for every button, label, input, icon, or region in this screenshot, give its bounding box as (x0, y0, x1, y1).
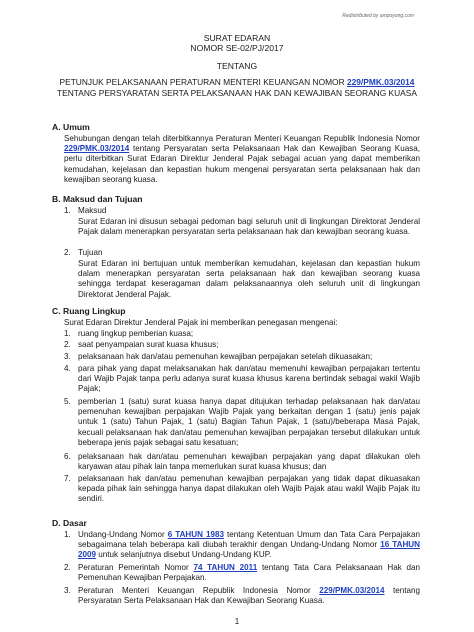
list-number: 3. (64, 352, 71, 361)
tentang-label: TENTANG (216, 61, 258, 71)
law-link[interactable]: 16 TAHUN 2009 (78, 540, 420, 560)
list-number: 6. (64, 452, 71, 461)
regulation-link[interactable]: 229/PMK.03/2014 (346, 77, 415, 87)
list-item: Peraturan Menteri Keuangan Republik Indonesia Nomor 229/PMK.03/2014 tentang Persyaratan Serta Pelaksanaan Hak dan Kewajiban Seorang Kuasa. (78, 586, 420, 606)
section-d-heading: D. Dasar (52, 518, 87, 528)
section-a-heading: A. Umum (52, 122, 90, 132)
list-number: 4. (64, 364, 71, 373)
list-number: 1. (64, 530, 71, 539)
list-item: saat penyampaian surat kuasa khusus; (78, 340, 219, 349)
page-number: 1 (234, 617, 240, 626)
regulation-link[interactable]: 229/PMK.03/2014 (319, 586, 385, 595)
list-item: para pihak yang dapat melaksanakan hak dan/atau memenuhi kewajiban perpajakan tertentu dari Wajib Pajak tanpa perlu adanya surat kuasa khusus karena bertindak sebagai wakil Wajib Pajak; (78, 364, 420, 394)
list-item: pelaksanaan hak dan/atau pemenuhan kewajiban perpajakan yang tidak dapat dikuasakan kepada pihak lain sehingga hanya dapat dilakukan oleh Wajib Pajak atau wakil Wajib Pajak itu sendiri. (78, 474, 420, 504)
list-number: 1. (64, 206, 71, 215)
list-number: 2. (64, 248, 71, 257)
list-item: Peraturan Pemerintah Nomor 74 TAHUN 2011 tentang Tata Cara Pelaksanaan Hak dan Pemenuhan Kewajiban Perpajakan. (78, 563, 421, 583)
section-c-heading: C. Ruang Lingkup (52, 306, 126, 316)
section-c-intro: Surat Edaran Direktur Jenderal Pajak ini memberikan penegasan mengenai: (64, 318, 338, 327)
section-b-heading: B. Maksud dan Tujuan (52, 194, 143, 204)
list-number: 1. (64, 329, 71, 338)
regulation-link[interactable]: 229/PMK.03/2014 (64, 144, 130, 154)
law-link[interactable]: 6 TAHUN 1983 (167, 530, 224, 539)
list-number: 5. (64, 397, 71, 406)
redistribution-note: Redistributed by ampoyong.com (342, 13, 414, 19)
list-number: 3. (64, 586, 71, 595)
list-number: 7. (64, 474, 71, 483)
list-item: Surat Edaran ini bertujuan untuk memberikan kemudahan, kejelasan dan kepastian hukum dalam menerapkan persyaratan serta pelaksanaan hak dan kewajiban seorang kuasa sehingga terdapat keseragaman dalam pelaksanaannya oleh seluruh unit di lingkungan Direktorat Jenderal Pajak. (78, 259, 420, 299)
regulation-link[interactable]: 74 TAHUN 2011 (193, 563, 258, 572)
list-number: 2. (64, 340, 71, 349)
list-item: Undang-Undang Nomor 6 TAHUN 1983 tentang Ketentuan Umum dan Tata Cara Perpajakan sebagaimana telah beberapa kali diubah terakhir dengan Undang-Undang Nomor 16 TAHUN 2009 untuk selanjutnya disebut Undang-Undang KUP. (78, 530, 420, 560)
list-item-label: Maksud (78, 206, 107, 215)
list-number: 2. (64, 563, 71, 572)
list-item: ruang lingkup pemberian kuasa; (78, 329, 194, 338)
doc-number: NOMOR SE-02/PJ/2017 (190, 43, 284, 53)
list-item-label: Tujuan (78, 248, 103, 257)
doc-title: PETUNJUK PELAKSANAAN PERATURAN MENTERI KEUANGAN NOMOR 229/PMK.03/2014 TENTANG PERSYARATAN SERTA PELAKSANAAN HAK DAN KEWAJIBAN SEORANG KUASA (57, 77, 417, 98)
list-item: pelaksanaan hak dan/atau pemenuhan kewajiban perpajakan setelah dikuasakan; (78, 352, 373, 361)
list-item: pelaksanaan hak dan/atau pemenuhan kewajiban perpajakan yang dapat dilakukan oleh karyawan atau pihak lain tanpa memerlukan surat kuasa khusus; dan (78, 452, 420, 472)
section-a-paragraph: Sehubungan dengan telah diterbitkannya Peraturan Menteri Keuangan Republik Indonesia Nomor 229/PMK.03/2014 tentang Persyaratan serta Pelaksanaan Hak dan Kewajiban Seorang Kuasa, perlu diterbitkan Surat Edaran Direktur Jenderal Pajak sebagai acuan yang dapat memberikan kemudahan, kejelasan dan kepastian hukum mengenai persyaratan serta pelaksanaan hak dan kewajiban seorang kuasa. (64, 134, 420, 184)
list-item: pemberian 1 (satu) surat kuasa hanya dapat ditujukan terhadap pelaksanaan hak dan/atau pemenuhan kewajiban perpajakan Wajib Pajak yang berkaitan dengan 1 (satu) jenis pajak untuk 1 (satu) Tahun Pajak, 1 (satu) Bagian Tahun Pajak, 1 (satu)/beberapa Masa Pajak, kecuali pelaksanaan hak dan/atau pemenuhan kewajiban perpajakan tersebut dilakukan untuk beberapa jenis pajak sebagai satu kesatuan; (78, 397, 420, 447)
list-item: Surat Edaran ini disusun sebagai pedoman bagi seluruh unit di lingkungan Direktorat Jenderal Pajak dalam menerapkan persyaratan serta pelaksanaan hak dan kewajiban seorang kuasa. (78, 217, 420, 237)
doc-type: SURAT EDARAN (203, 33, 271, 43)
